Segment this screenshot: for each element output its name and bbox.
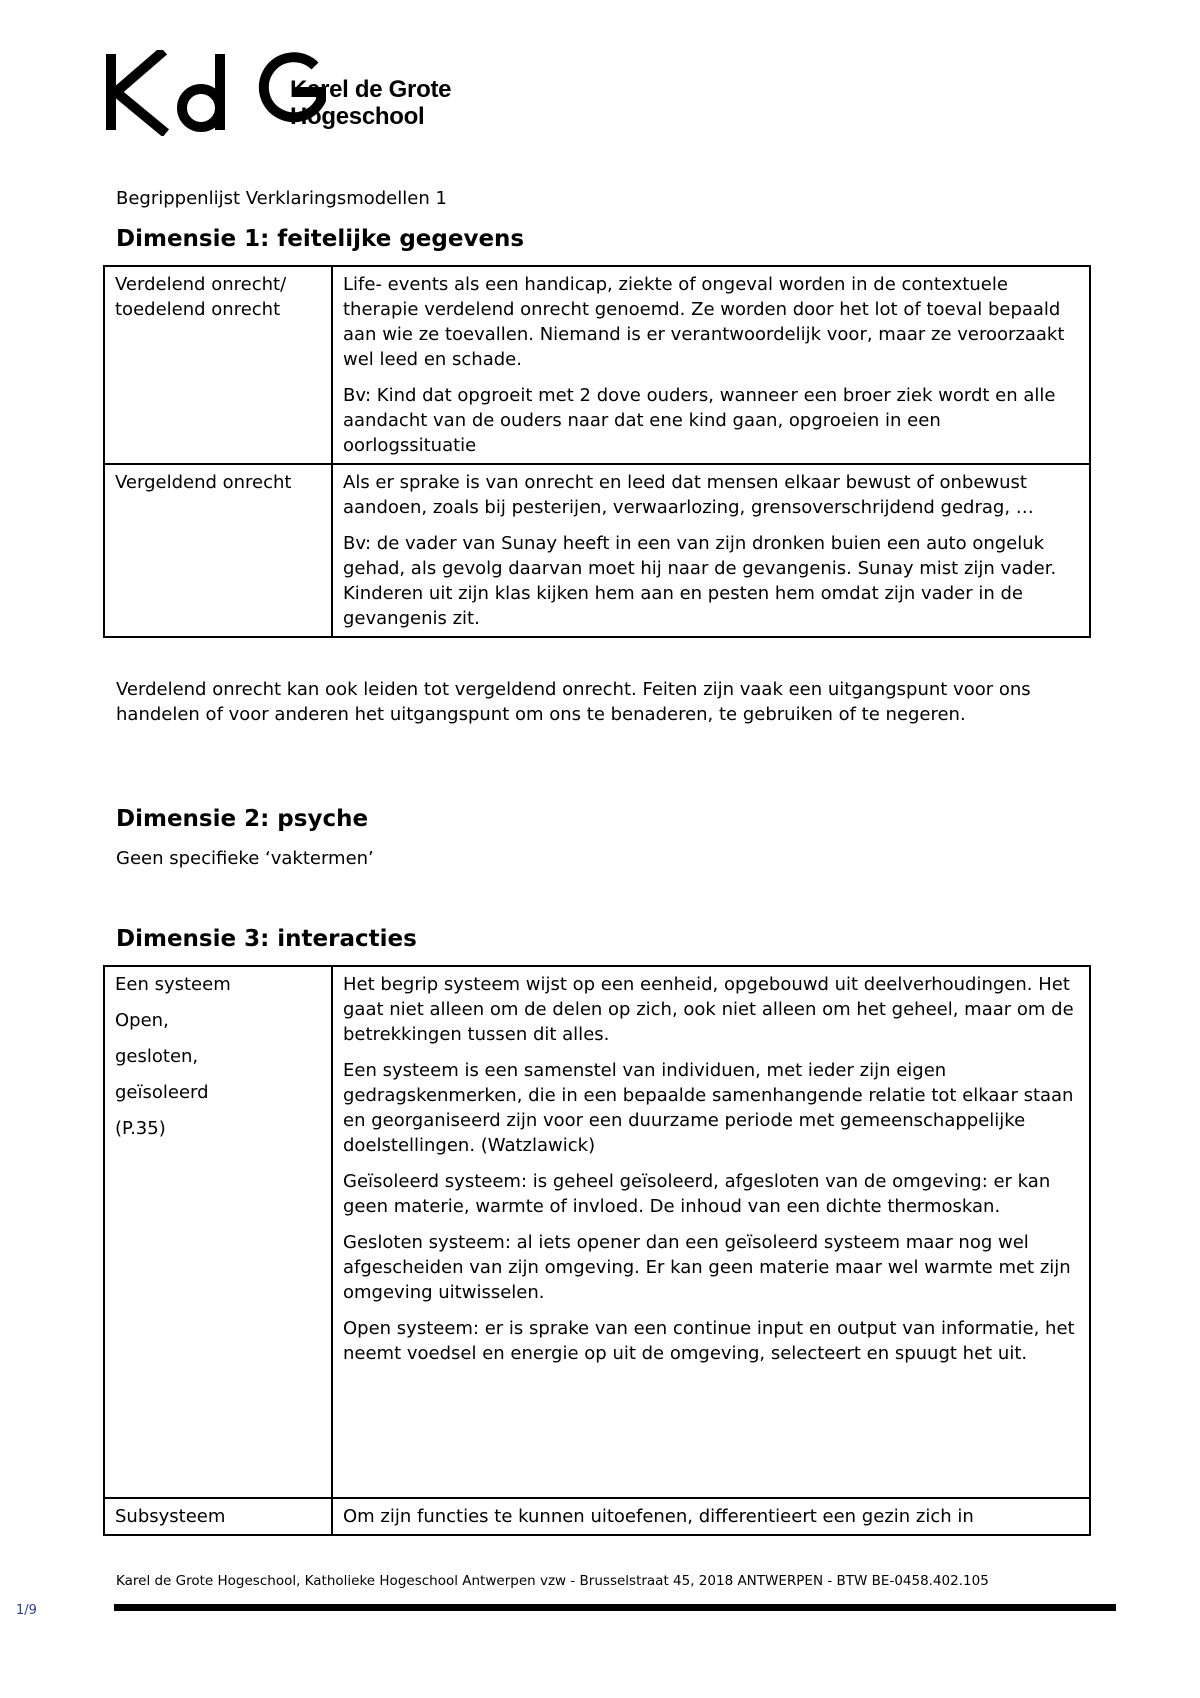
definition-paragraph: Om zijn functies te kunnen uitoefenen, differentieert een gezin zich in xyxy=(343,1506,974,1527)
page-number: 1/9 xyxy=(16,1603,37,1618)
term-sublabel: gesloten, xyxy=(115,1046,199,1067)
dim3-table xyxy=(103,965,1091,1536)
table-row xyxy=(104,966,1090,1498)
term-label: Vergeldend onrecht xyxy=(115,472,292,493)
term-cell xyxy=(104,1498,332,1535)
term-cell xyxy=(104,966,332,1498)
definition-paragraph: Life- events als een handicap, ziekte of ongeval worden in de contextuele therapie verdelend onrecht genoemd. Ze worden door het lot of toeval bepaald aan wie ze toevallen. Niemand is er verantwoordelijk voor, maar ze veroorzaakt wel leed en schade. xyxy=(343,274,1065,370)
definition-paragraph: Een systeem is een samenstel van individuen, met ieder zijn eigen gedragskenmerken, die in een bepaalde samenhangende relatie tot elkaar staan en georganiseerd zijn voor een duurzame periode met gemeenschappelijke doelstellingen. (Watzlawick) xyxy=(343,1060,1074,1156)
term-cell xyxy=(104,464,332,637)
term-cell xyxy=(104,266,332,464)
document-title: Begrippenlijst Verklaringsmodellen 1 xyxy=(116,188,447,209)
logo-line-1: Karel de Grote xyxy=(290,76,452,103)
kdg-logo xyxy=(102,50,482,136)
definition-cell xyxy=(332,266,1090,464)
term-page-ref: (P.35) xyxy=(115,1118,166,1139)
definition-cell xyxy=(332,1498,1090,1535)
term-sublabel: Open, xyxy=(115,1010,169,1031)
dim1-heading: Dimensie 1: feitelijke gegevens xyxy=(116,226,525,252)
logo-line-2: Hogeschool xyxy=(290,103,425,130)
footer-divider xyxy=(114,1604,1116,1611)
footer-address: Karel de Grote Hogeschool, Katholieke Hogeschool Antwerpen vzw - Brusselstraat 45, 2018 ANTWERPEN - BTW BE-0458.402.105 xyxy=(116,1573,989,1589)
dim2-heading: Dimensie 2: psyche xyxy=(116,806,369,832)
definition-paragraph: Geïsoleerd systeem: is geheel geïsoleerd, afgesloten van de omgeving: er kan geen materie, warmte of invloed. De inhoud van een dichte thermoskan. xyxy=(343,1171,1051,1217)
table-row xyxy=(104,1498,1090,1535)
logo-name xyxy=(290,76,451,130)
term-label: Een systeem xyxy=(115,974,231,995)
example-paragraph: Bv: de vader van Sunay heeft in een van zijn dronken buien een auto ongeluk gehad, als gevolg daarvan moet hij naar de gevangenis. Sunay mist zijn vader. Kinderen uit zijn klas kijken hem aan en pesten hem omdat zijn vader in de gevangenis zit. xyxy=(343,533,1057,629)
dim3-heading: Dimensie 3: interacties xyxy=(116,926,417,952)
definition-paragraph: Open systeem: er is sprake van een continue input en output van informatie, het neemt voedsel en energie op uit de omgeving, selecteert en spuugt het uit. xyxy=(343,1318,1075,1364)
definition-paragraph: Gesloten systeem: al iets opener dan een geïsoleerd systeem maar nog wel afgescheiden van zijn omgeving. Er kan geen materie maar wel warmte met zijn omgeving uitwisselen. xyxy=(343,1232,1071,1303)
definition-paragraph: Als er sprake is van onrecht en leed dat mensen elkaar bewust of onbewust aandoen, zoals bij pesterijen, verwaarlozing, grensoverschrijdend gedrag, … xyxy=(343,472,1034,518)
term-label: Verdelend onrecht/ toedelend onrecht xyxy=(115,274,287,320)
definition-cell xyxy=(332,464,1090,637)
term-label: Subsysteem xyxy=(115,1506,226,1527)
table-row xyxy=(104,266,1090,464)
table-row xyxy=(104,464,1090,637)
definition-cell xyxy=(332,966,1090,1498)
dim2-text: Geen specifieke ‘vaktermen’ xyxy=(116,848,374,869)
dim1-table xyxy=(103,265,1091,638)
term-sublabel: geïsoleerd xyxy=(115,1082,209,1103)
definition-paragraph: Het begrip systeem wijst op een eenheid, opgebouwd uit deelverhoudingen. Het gaat niet alleen om de delen op zich, ook niet alleen om het geheel, maar om de betrekkingen tussen dit alles. xyxy=(343,974,1074,1045)
dim1-note: Verdelend onrecht kan ook leiden tot vergeldend onrecht. Feiten zijn vaak een uitgangspunt voor ons handelen of voor anderen het uitgangspunt om ons te benaderen, te gebruiken of te negeren. xyxy=(116,679,1031,725)
example-paragraph: Bv: Kind dat opgroeit met 2 dove ouders, wanneer een broer ziek wordt en alle aandacht van de ouders naar dat ene kind gaan, opgroeien in een oorlogssituatie xyxy=(343,385,1056,456)
